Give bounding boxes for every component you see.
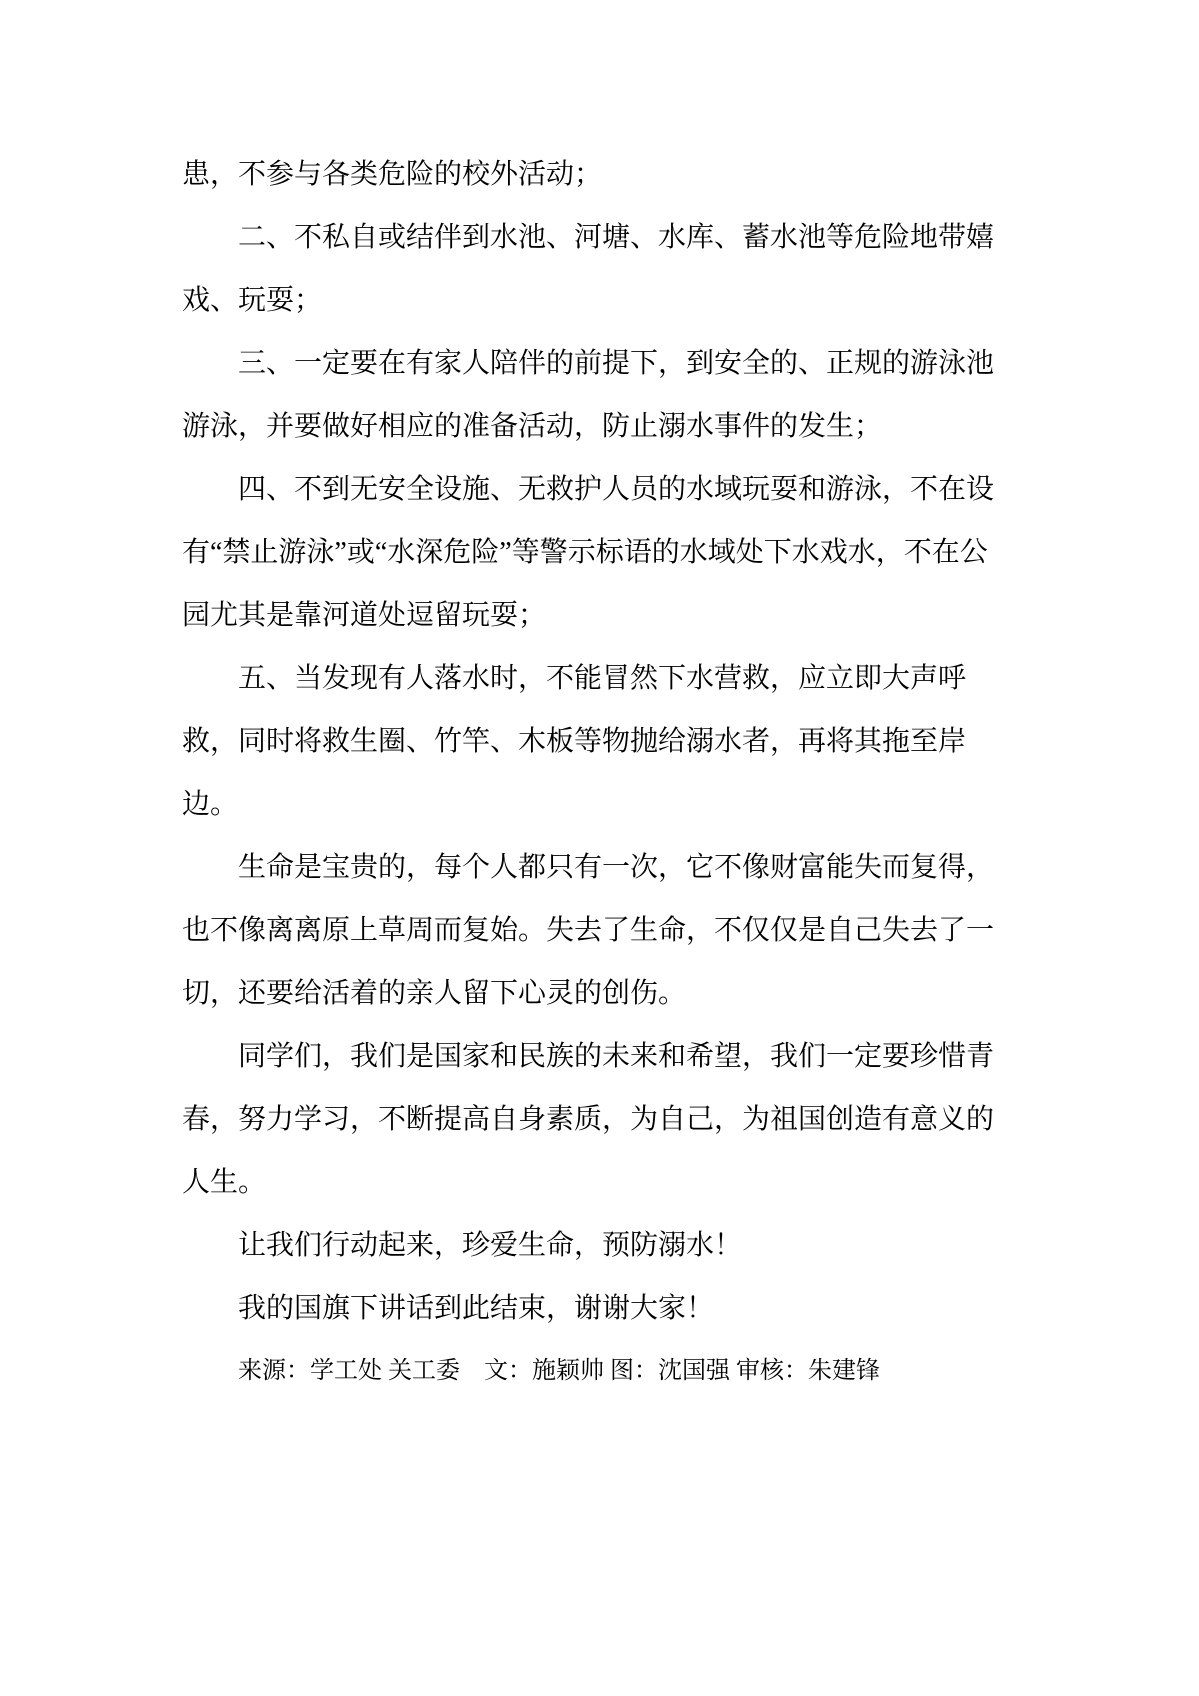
source-credits-line: 来源：学工处 关工委 文：施颖帅 图：沈国强 审核：朱建锋 xyxy=(238,1358,880,1384)
paragraph-closing: 我的国旗下讲话到此结束，谢谢大家！ xyxy=(238,1293,715,1324)
paragraph-point-5: 五、当发现有人落水时，不能冒然下水营救，应立即大声呼救，同时将救生圈、竹竿、木板等物抛给溺水者，再将其拖至岸边。 xyxy=(182,663,967,820)
paragraph-students-appeal: 同学们，我们是国家和民族的未来和希望，我们一定要珍惜青春，努力学习，不断提高自身素质，为自己，为祖国创造有意义的人生。 xyxy=(182,1041,995,1198)
paragraph-point-2: 二、不私自或结伴到水池、河塘、水库、蓄水池等危险地带嬉戏、玩耍； xyxy=(182,222,995,316)
paragraph-point-4: 四、不到无安全设施、无救护人员的水域玩耍和游泳，不在设有“禁止游泳”或“水深危险”等警示标语的水域处下水戏水，不在公园尤其是靠河道处逗留玩耍； xyxy=(182,474,995,631)
document-text-block xyxy=(182,143,1006,1403)
paragraph-point-3: 三、一定要在有家人陪伴的前提下，到安全的、正规的游泳池游泳，并要做好相应的准备活动，防止溺水事件的发生； xyxy=(182,348,995,442)
paragraph-life-value: 生命是宝贵的，每个人都只有一次，它不像财富能失而复得，也不像离离原上草周而复始。失去了生命，不仅仅是自己失去了一切，还要给活着的亲人留下心灵的创伤。 xyxy=(182,852,995,1009)
paragraph-call-to-action: 让我们行动起来，珍爱生命，预防溺水！ xyxy=(238,1230,743,1261)
paragraph-continuation: 患，不参与各类危险的校外活动； xyxy=(182,159,603,190)
